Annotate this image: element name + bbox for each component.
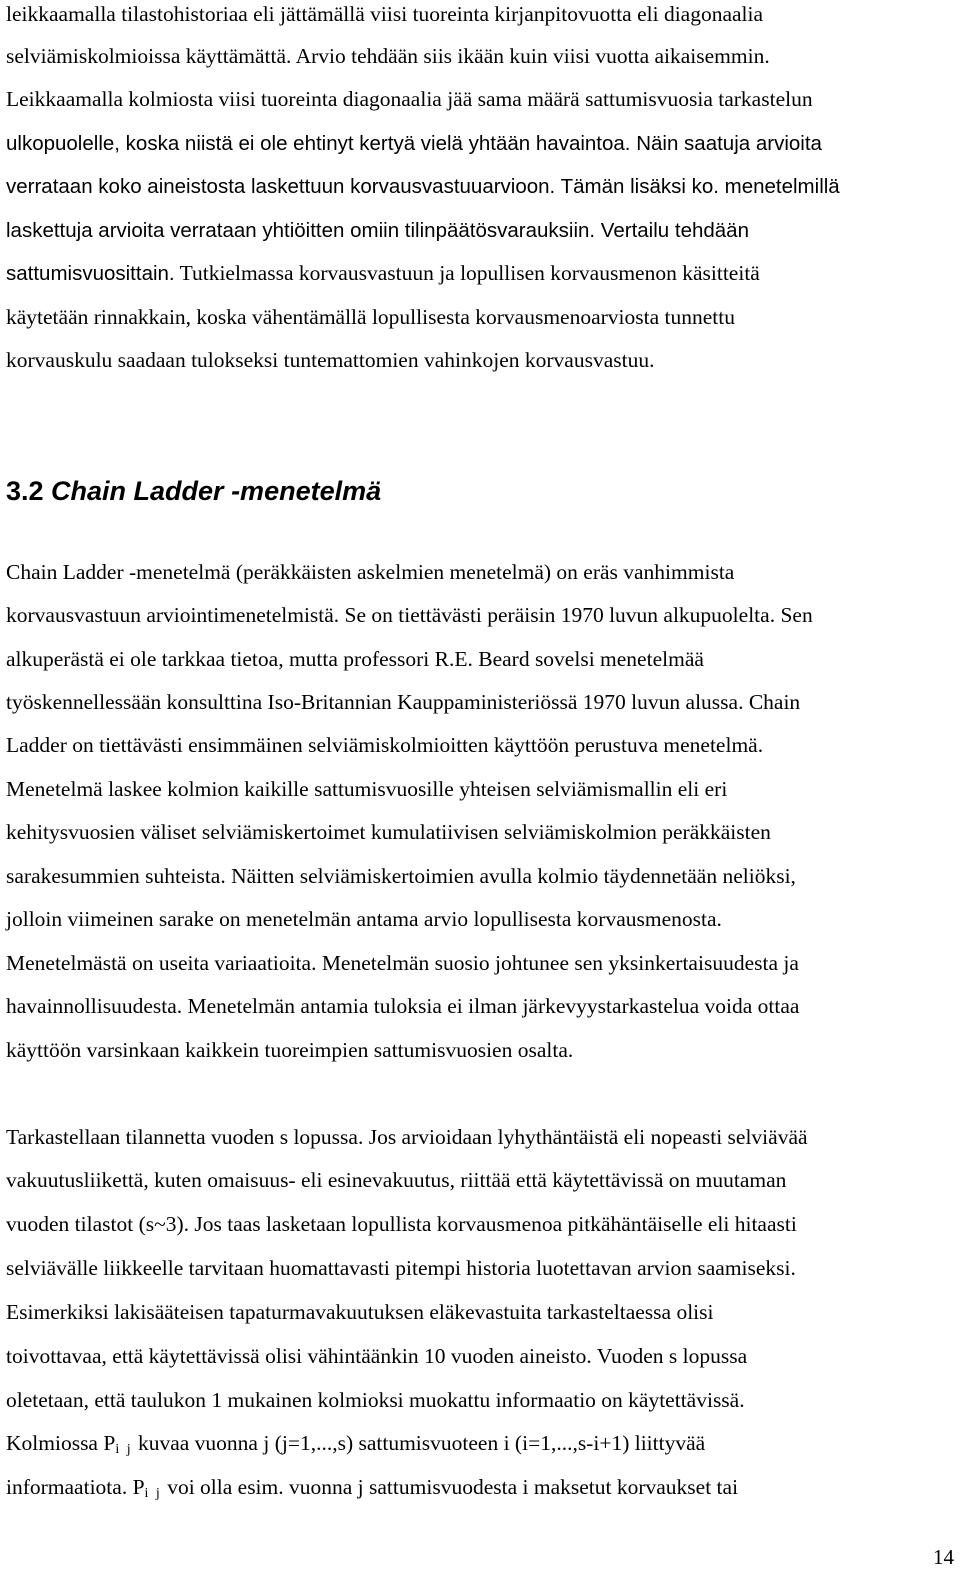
para2-line-4: selviävälle liikkeelle tarvitaan huomattavasti pitempi historia luotettavan arvion saamiseksi. — [6, 1256, 796, 1280]
intro-line-7a: sattumisvuosittain. — [6, 262, 175, 285]
para1-line-8: sarakesummien suhteista. Näitten selviämiskertoimien avulla kolmio täydennetään neliöksi, — [6, 864, 796, 888]
para1-line-11: havainnollisuudesta. Menetelmän antamia tuloksia ei ilman järkevyystarkastelua voida ottaa — [6, 994, 800, 1018]
para2-line-2: vakuutusliikettä, kuten omaisuus- eli esinevakuutus, riittää että käytettävissä on muutaman — [6, 1168, 787, 1192]
para1-line-5: Ladder on tiettävästi ensimmäinen selviämiskolmioitten käyttöön perustuva menetelmä. — [6, 733, 764, 757]
p-symbol-text-2: informaatiota. P — [6, 1475, 145, 1499]
intro-line-4 — [6, 130, 822, 156]
para2-line-3: vuoden tilastot (s~3). Jos taas lasketaan lopullista korvausmenoa pitkähäntäiselle eli hitaasti — [6, 1212, 797, 1236]
para2-line-8 — [6, 1430, 705, 1456]
p-symbol-text-1: Kolmiossa P — [6, 1431, 116, 1455]
para2-line-1: Tarkastellaan tilannetta vuoden s lopussa. Jos arvioidaan lyhythäntäistä eli nopeasti selviävää — [6, 1125, 808, 1149]
para1-line-12: käyttöön varsinkaan kaikkein tuoreimpien sattumisvuosien osalta. — [6, 1038, 574, 1062]
para2-line-7: oletetaan, että taulukon 1 mukainen kolmioksi muokattu informaatio on käytettävissä. — [6, 1388, 745, 1412]
para1-line-6: Menetelmä laskee kolmion kaikille sattumisvuosille yhteisen selviämismallin eli eri — [6, 777, 728, 801]
para2-line-5: Esimerkiksi lakisääteisen tapaturmavakuutuksen eläkevastuita tarkasteltaessa olisi — [6, 1300, 714, 1324]
intro-line-8: käytetään rinnakkain, koska vähentämällä lopullisesta korvausmenoarviosta tunnettu — [6, 305, 735, 329]
intro-line-7b: Tutkielmassa korvausvastuun ja lopullisen korvausmenon käsitteitä — [174, 261, 760, 285]
para2-line-6: toivottavaa, että käytettävissä olisi vähintäänkin 10 vuoden aineisto. Vuoden s lopussa — [6, 1344, 748, 1368]
intro-line-3: Leikkaamalla kolmiosta viisi tuoreinta diagonaalia jää sama määrä sattumisvuosia tarkastelun — [6, 87, 813, 111]
intro-line-7 — [6, 260, 760, 286]
section-heading — [6, 474, 381, 508]
section-title: Chain Ladder -menetelmä — [43, 476, 382, 506]
page-number: 14 — [933, 1545, 954, 1569]
para1-line-10: Menetelmästä on useita variaatioita. Menetelmän suosio johtunee sen yksinkertaisuudesta ja — [6, 951, 799, 975]
para1-line-2: korvausvastuun arviointimenetelmistä. Se on tiettävästi peräisin 1970 luvun alkupuolelta. Sen — [6, 603, 813, 627]
intro-line-9: korvauskulu saadaan tulokseksi tuntemattomien vahinkojen korvausvastuu. — [6, 348, 655, 372]
p-subscript-1: i j — [115, 1442, 133, 1457]
para1-line-9: jolloin viimeinen sarake on menetelmän antama arvio lopullisesta korvausmenosta. — [6, 907, 722, 931]
intro-line-1: leikkaamalla tilastohistoriaa eli jättämällä viisi tuoreinta kirjanpitovuotta eli diagonaalia — [6, 2, 764, 26]
intro-line-6: laskettuja arvioita verrataan yhtiöitten omiin tilinpäätösvarauksiin. Vertailu tehdään — [6, 219, 749, 242]
intro-line-2: selviämiskolmioissa käyttämättä. Arvio tehdään siis ikään kuin viisi vuotta aikaisemmin. — [6, 44, 770, 68]
intro-line-4b: Näin saatuja arvioita — [630, 132, 822, 155]
section-number: 3.2 — [6, 476, 44, 506]
p-line-rest-2: voi olla esim. vuonna j sattumisvuodesta i maksetut korvaukset tai — [161, 1475, 739, 1499]
para1-line-4: työskennellessään konsulttina Iso-Britannian Kauppaministeriössä 1970 luvun alussa. Chain — [6, 690, 801, 714]
intro-line-5: verrataan koko aineistosta laskettuun korvausvastuuarvioon. Tämän lisäksi ko. menetelmillä — [6, 175, 840, 198]
para1-line-7: kehitysvuosien väliset selviämiskertoimet kumulatiivisen selviämiskolmion peräkkäisten — [6, 820, 771, 844]
para1-line-1: Chain Ladder -menetelmä (peräkkäisten askelmien menetelmä) on eräs vanhimmista — [6, 560, 735, 584]
para2-line-9 — [6, 1474, 738, 1500]
p-subscript-2: i j — [144, 1486, 162, 1501]
para1-line-3: alkuperästä ei ole tarkkaa tietoa, mutta professori R.E. Beard sovelsi menetelmää — [6, 647, 704, 671]
p-line-rest-1: kuvaa vuonna j (j=1,...,s) sattumisvuoteen i (i=1,...,s-i+1) liittyvää — [132, 1431, 706, 1455]
intro-line-4a: ulkopuolelle, koska niistä ei ole ehtinyt kertyä vielä yhtään havaintoa. — [6, 132, 631, 155]
